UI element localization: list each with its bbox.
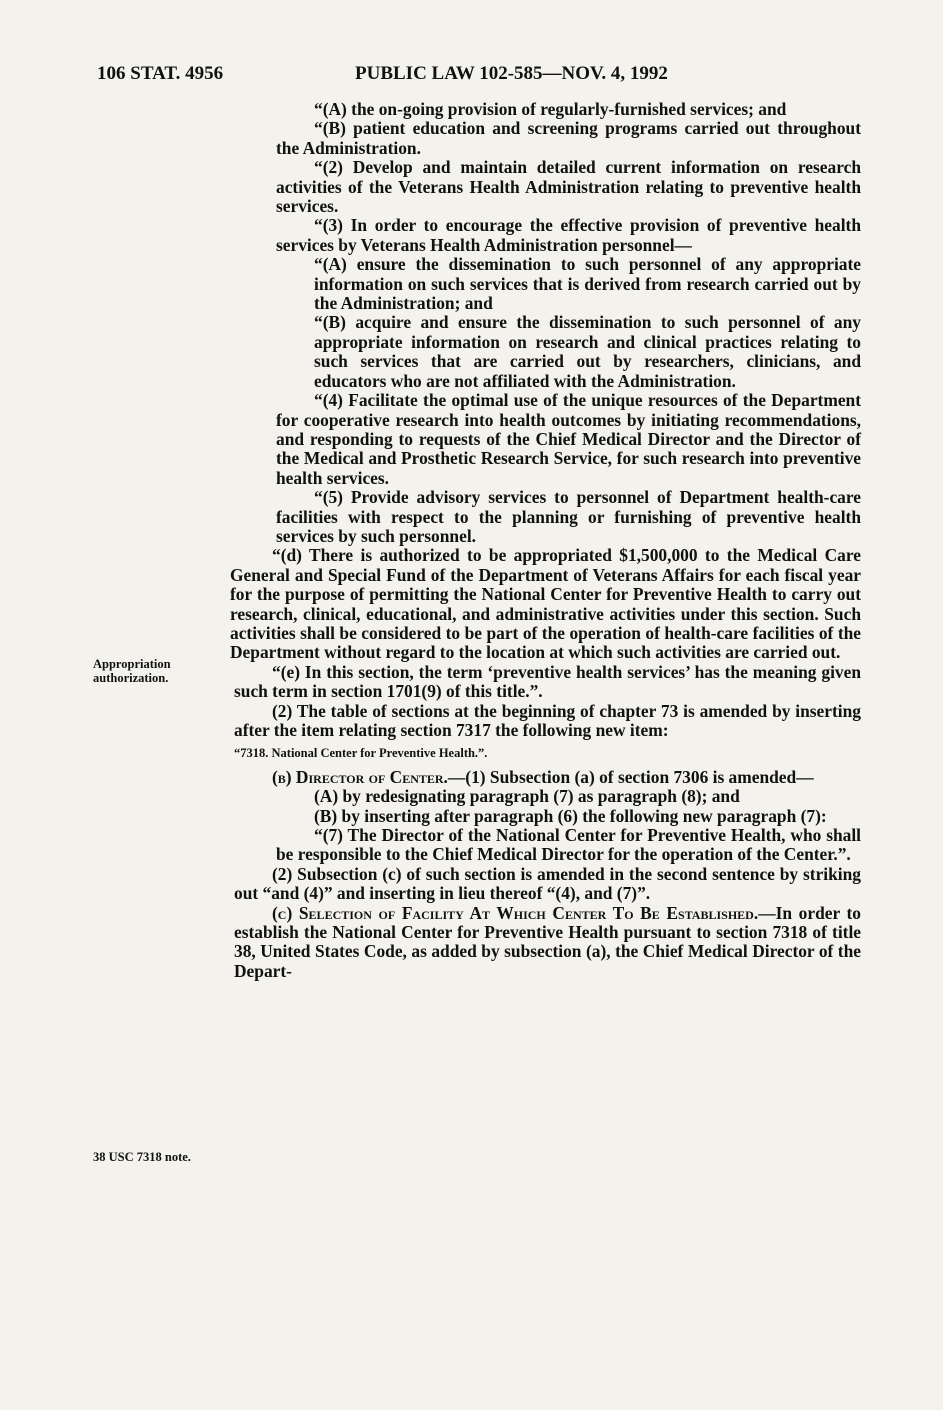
margin-note-usc: 38 USC 7318 note.: [93, 1150, 191, 1164]
heading-director-of-center: (b) Director of Center.: [272, 766, 448, 787]
paragraph-4-facilitate: “(4) Facilitate the optimal use of the unique resources of the Department for cooperative research into health outcomes by initiating recommendations, and responding to requests of the Chief Medical Director and the Director of the Medical and Prosthetic Research Service, for such research into preventive health services.: [276, 390, 861, 488]
paragraph-3-encourage: “(3) In order to encourage the effective provision of preventive health services by Veterans Health Administration personnel—: [276, 215, 861, 255]
public-law-title: PUBLIC LAW 102-585—NOV. 4, 1992: [355, 63, 668, 84]
paragraph-2-develop: “(2) Develop and maintain detailed current information on research activities of the Veterans Health Administration relating to preventive health services.: [276, 157, 861, 217]
paragraph-3b-acquire: “(B) acquire and ensure the dissemination to such personnel of any appropriate information on research and clinical practices relating to such services that are carried out by researchers, clinicians, and educators who are not affiliated with the Administration.: [314, 312, 861, 391]
paragraph-e-definition: “(e) In this section, the term ‘preventive health services’ has the meaning given such term in section 1701(9) of this title.”.: [234, 661, 861, 702]
paragraph-b-director: (b) Director of Center.—(1) Subsection (a) of section 7306 is amended—: [272, 766, 814, 787]
paragraph-c-selection: (c) Selection of Facility At Which Center To Be Established.—In order to establish the National Center for Preventive Health pursuant to section 7318 of title 38, United States Code, as added by subsection (a), the Chief Medical Director of the Depart-: [234, 902, 861, 981]
paragraph-7-director: “(7) The Director of the National Center for Preventive Health, who shall be responsible to the Chief Medical Director for the operation of the Center.”.: [276, 825, 861, 865]
paragraph-3a-ensure: “(A) ensure the dissemination to such personnel of any appropriate information on such services that is derived from research carried out by the Administration; and: [314, 254, 861, 314]
paragraph-a-ongoing: “(A) the on-going provision of regularly-furnished services; and: [314, 99, 787, 119]
paragraph-2-subsection-c: (2) Subsection (c) of such section is amended in the second sentence by striking out “and (4)” and inserting in lieu thereof “(4), and (7)”.: [234, 863, 861, 904]
paragraph-A-redesignating: (A) by redesignating paragraph (7) as paragraph (8); and: [314, 786, 740, 807]
paragraph-5-advisory: “(5) Provide advisory services to personnel of Department health-care facilities with respect to the planning or furnishing of preventive health services by such personnel.: [276, 487, 861, 546]
heading-selection-of-facility: (c) Selection of Facility At Which Center To Be Established.: [272, 902, 759, 923]
paragraph-d-appropriation: “(d) There is authorized to be appropriated $1,500,000 to the Medical Care General and Special Fund of the Department of Veterans Affairs for each fiscal year for the purpose of permitting the National Center for Preventive Health to carry out research, clinical, educational, and administrative activities under this section. Such activities shall be considered to be part of the operation of health-care facilities of the Department without regard to the location at which such activities are carried out.: [230, 545, 861, 663]
paragraph-2-table: (2) The table of sections at the beginning of chapter 73 is amended by inserting after the item relating section 7317 the following new item:: [234, 700, 861, 740]
new-item-7318: “7318. National Center for Preventive Health.”.: [234, 746, 488, 761]
body-text: [230, 99, 861, 981]
paragraph-B-inserting: (B) by inserting after paragraph (6) the following new paragraph (7):: [314, 805, 827, 826]
stat-page-number: 106 STAT. 4956: [97, 63, 224, 84]
page-header: [97, 63, 867, 93]
paragraph-b-patient-education: “(B) patient education and screening programs carried out throughout the Administration.: [276, 118, 861, 158]
margin-note-appropriation: Appropriation authorization.: [93, 657, 171, 685]
